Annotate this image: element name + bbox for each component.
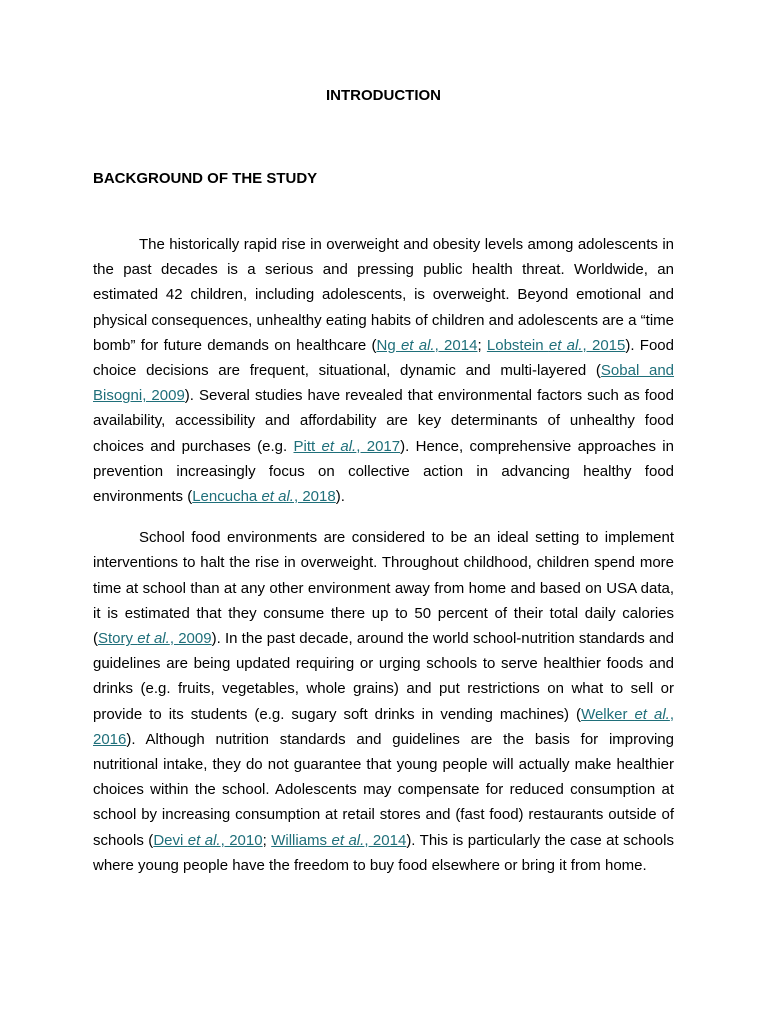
citation-devi-2010[interactable]: Devi et al., 2010 <box>153 831 263 849</box>
paragraph-1-text-4: ). Hence, comprehensive approaches in prevention increasingly focus on collective action in advancing healthy food environments ( <box>93 437 674 506</box>
paragraph-1-text-1: The historically rapid rise in overweight and obesity levels among adolescents in the past decades is a serious and pressing public health threat. Worldwide, an estimated 42 children, including adolescents, is overweight. Beyond emotional and physical consequences, unhealthy eating habits of children and adolescents are a “time bomb” for future demands on healthcare ( <box>93 236 674 354</box>
citation-williams-2014[interactable]: Williams et al., 2014 <box>271 831 407 849</box>
paragraph-1-text-2: ). Food choice decisions are frequent, situational, dynamic and multi-layered ( <box>93 336 674 380</box>
citation-sobal-bisogni-2009[interactable]: Sobal and Bisogni, 2009 <box>93 362 675 405</box>
paragraph-1-text-3: ). Several studies have revealed that environmental factors such as food availability, accessibility and affordability are key determinants of unhealthy food choices and purchases (e.g. <box>93 387 674 455</box>
section-heading: BACKGROUND OF THE STUDY <box>93 170 318 187</box>
paragraph-1 <box>93 232 674 509</box>
citation-separator: ; <box>262 831 272 849</box>
paragraph-2-text-2: ). In the past decade, around the world school-nutrition standards and guidelines are being updated requiring or urging schools to serve healthier foods and drinks (e.g. fruits, vegetables, whole grains) and put restrictions on what to sell or provide to its students (e.g. sugary soft drinks in vending machines) ( <box>93 630 674 723</box>
document-page <box>93 86 674 878</box>
paragraph-1-text-5: ). <box>335 488 345 506</box>
paragraph-2-text-1: School food environments are considered to be an ideal setting to implement interventions to halt the rise in overweight. Throughout childhood, children spend more time at school than at any other environment away from home and based on USA data, it is estimated that they consume there up to 50 percent of their total daily calories ( <box>93 529 674 648</box>
citation-ng-2014[interactable]: Ng et al., 2014 <box>376 336 478 354</box>
citation-story-2009[interactable]: Story et al., 2009 <box>98 630 212 648</box>
paragraph-2 <box>93 525 674 878</box>
paragraph-2-text-4: ). This is particularly the case at schools where young people have the freedom to buy food elsewhere or bring it from home. <box>93 831 674 874</box>
citation-lobstein-2015[interactable]: Lobstein et al., 2015 <box>486 336 626 354</box>
citation-separator: ; <box>477 336 487 354</box>
citation-lencucha-2018[interactable]: Lencucha et al., 2018 <box>192 488 336 506</box>
citation-welker-2016[interactable]: Welker et al., 2016 <box>93 705 674 748</box>
citation-pitt-2017[interactable]: Pitt et al., 2017 <box>293 437 401 455</box>
document-title: INTRODUCTION <box>326 87 441 104</box>
paragraph-2-text-3: ). Although nutrition standards and guidelines are the basis for improving nutritional intake, they do not guarantee that young people will actually make healthier choices within the school. Adolescents may compensate for reduced consumption at school by increasing consumption at retail stores and (fast food) restaurants outside of schools ( <box>93 730 674 849</box>
